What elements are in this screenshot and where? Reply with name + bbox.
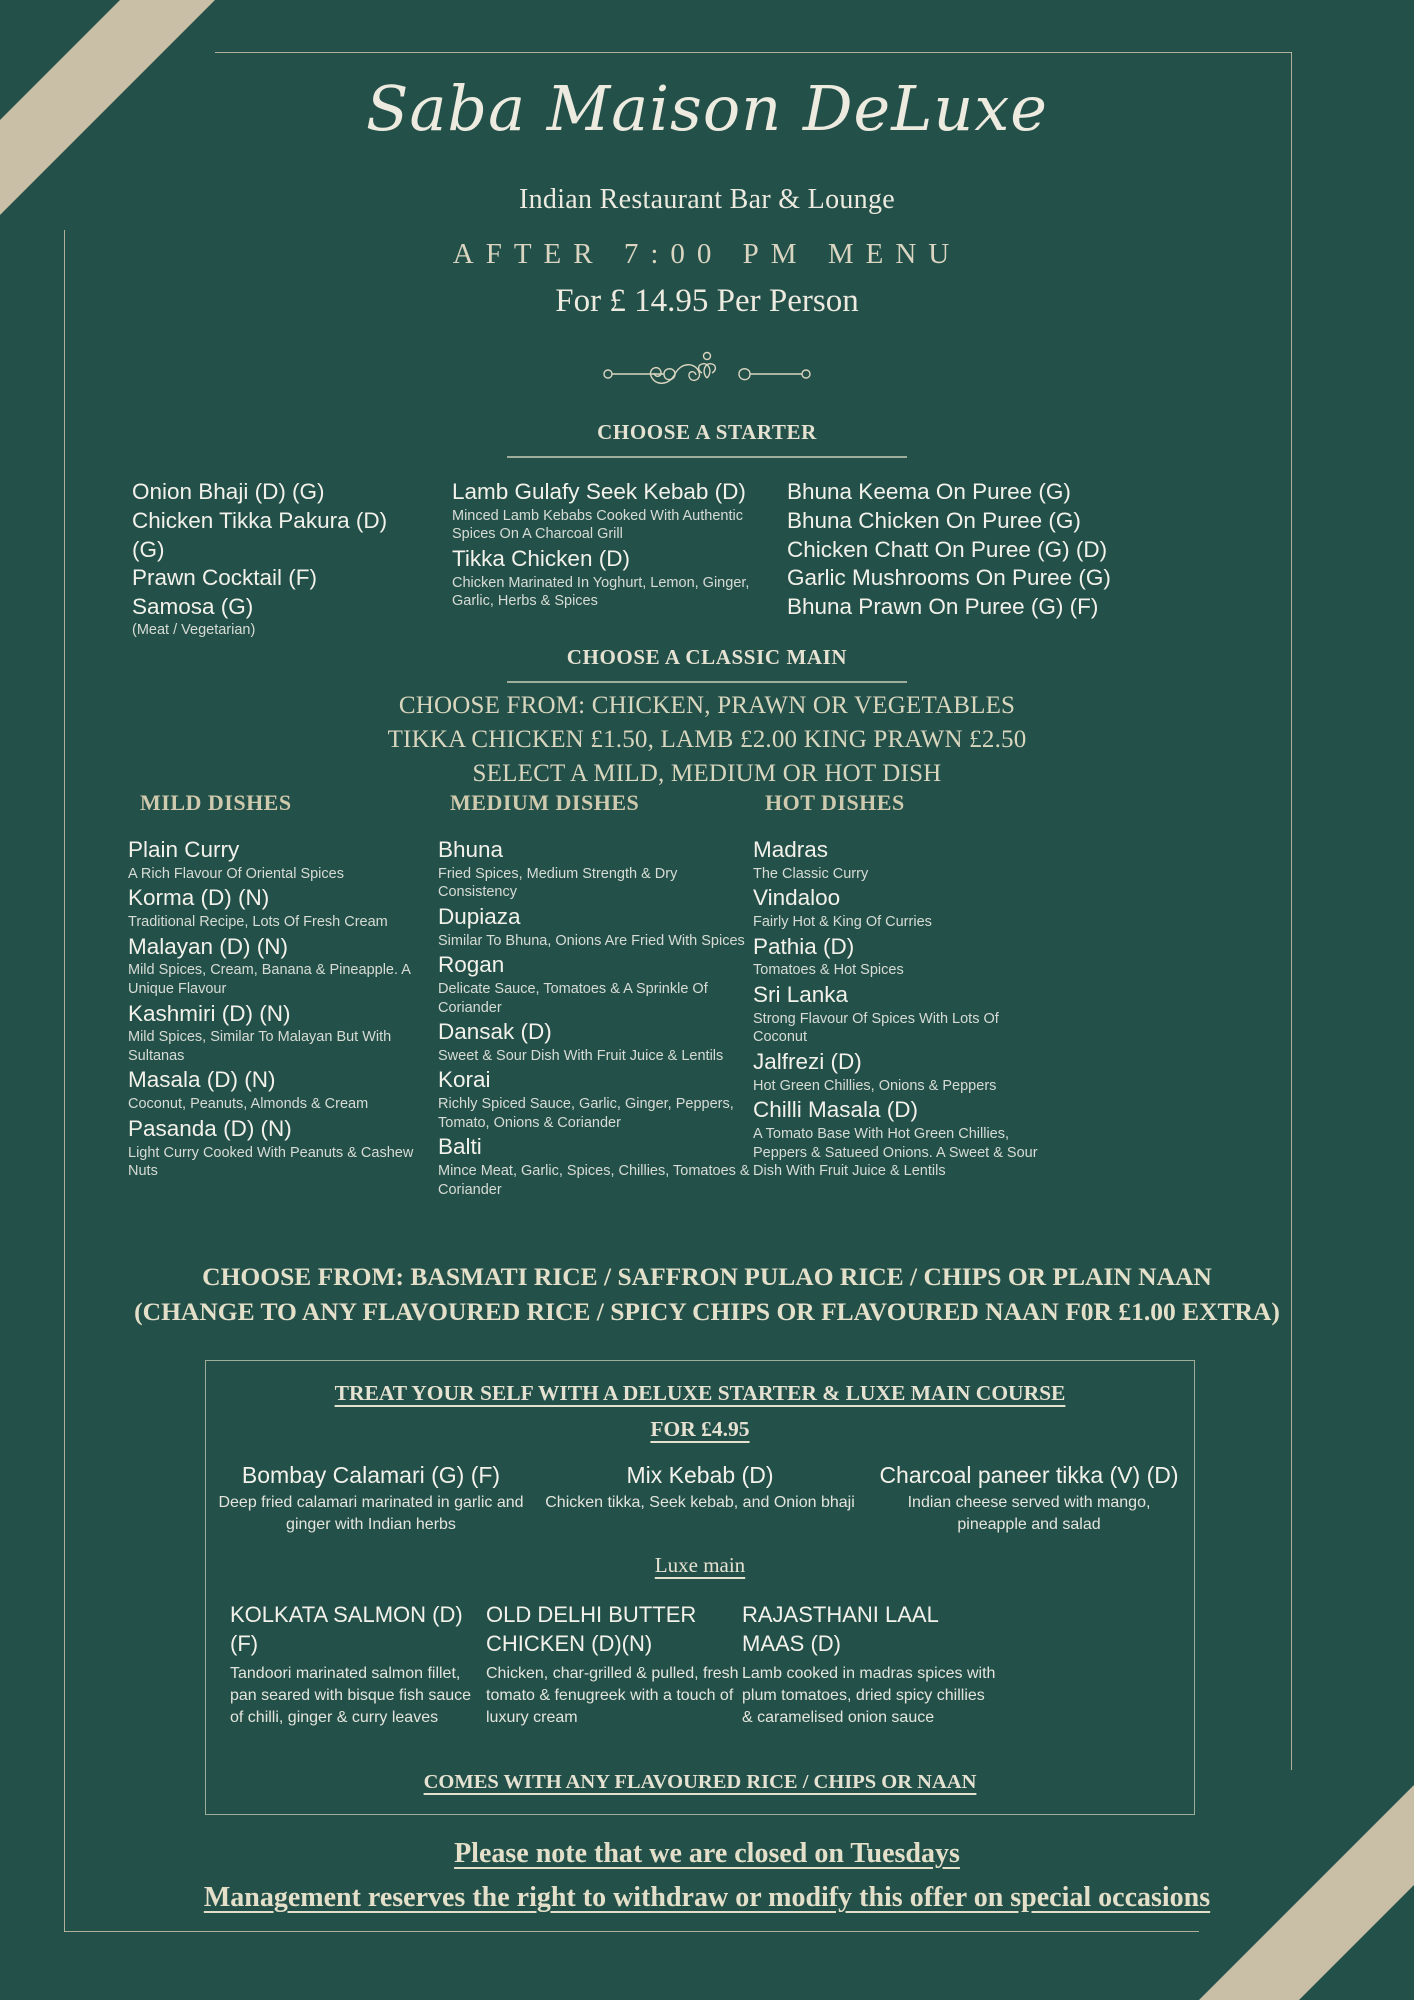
deluxe-starter-item [216, 1461, 526, 1535]
starter-section-header [0, 420, 1414, 458]
dish-name: Sri Lanka [753, 982, 849, 1008]
starter-item-name: Chicken Tikka Pakura (D) (G) [132, 507, 388, 562]
hot-dishes-title: HOT DISHES [765, 790, 905, 815]
dish-name: Bhuna [438, 837, 504, 862]
menu-time-heading: AFTER 7:00 PM MENU [452, 238, 962, 270]
dish-desc: Fried Spices, Medium Strength & Dry Consistency [438, 865, 678, 901]
dish-desc: Light Curry Cooked With Peanuts & Cashew Nuts [128, 1144, 414, 1180]
luxe-main-name: OLD DELHI BUTTER CHICKEN (D)(N) [486, 1602, 697, 1656]
luxe-main-item [486, 1601, 742, 1729]
dish-name: Dansak (D) [438, 1019, 552, 1045]
starter-item-name: Tikka Chicken (D) [452, 545, 630, 571]
dish-desc: The Classic Curry [753, 865, 869, 882]
dish-name: Vindaloo [753, 885, 841, 911]
dish-desc: Similar To Bhuna, Onions Are Fried With Spices [438, 932, 745, 949]
deluxe-starter-name: Charcoal paneer tikka (V) (D) [879, 1462, 1179, 1488]
luxe-main-item [230, 1601, 486, 1729]
starter-item-name: Chicken Chatt On Puree (G) (D) [787, 536, 1108, 562]
deluxe-starter-desc: Chicken tikka, Seek kebab, and Onion bhaji [545, 1494, 855, 1512]
main-heading-rule [507, 681, 907, 683]
starter-item-name: Bhuna Chicken On Puree (G) [787, 507, 1081, 533]
starter-item-name: Lamb Gulafy Seek Kebab (D) [452, 479, 746, 504]
starter-item-name: Prawn Cocktail (F) [132, 565, 318, 591]
dish-name: Chilli Masala (D) [753, 1097, 919, 1123]
main-heading-text: CHOOSE A CLASSIC MAIN [566, 645, 848, 669]
dish-desc: Fairly Hot & King Of Curries [753, 914, 932, 931]
dish-desc: Delicate Sauce, Tomatoes & A Sprinkle Of Coriander [438, 981, 708, 1016]
mild-dishes-column [128, 790, 438, 1200]
medium-dishes-title: MEDIUM DISHES [450, 790, 640, 815]
deluxe-comes-with: COMES WITH ANY FLAVOURED RICE / CHIPS OR NAAN [423, 1771, 977, 1793]
luxe-main-name: KOLKATA SALMON (D) (F) [230, 1602, 463, 1656]
footer-note-management: Management reserves the right to withdraw or modify this offer on special occasions [203, 1882, 1211, 1913]
frame-rule-bottom [64, 1931, 1199, 1932]
starter-heading-text: CHOOSE A STARTER [597, 420, 817, 444]
starter-item-name: Samosa (G) [132, 594, 254, 620]
dish-desc: Mild Spices, Cream, Banana & Pineapple. A Unique Flavour [128, 962, 411, 998]
mild-dishes-title: MILD DISHES [140, 790, 292, 815]
hot-dishes-column [753, 790, 1053, 1200]
deluxe-starter-row [216, 1461, 1184, 1535]
dish-desc: Sweet & Sour Dish With Fruit Juice & Lentils [438, 1047, 724, 1064]
dish-name: Rogan [438, 952, 505, 978]
main-select-heat-line: SELECT A MILD, MEDIUM OR HOT DISH [472, 760, 942, 787]
dish-desc: Tomatoes & Hot Spices [753, 962, 904, 979]
starter-item-name: Bhuna Prawn On Puree (G) (F) [787, 594, 1099, 620]
dish-name: Pasanda (D) (N) [128, 1115, 292, 1141]
deluxe-upgrade-box [205, 1360, 1195, 1815]
dish-name: Plain Curry [128, 837, 240, 862]
starter-item-desc: Chicken Marinated In Yoghurt, Lemon, Ginger, Garlic, Herbs & Spices [452, 574, 750, 610]
dish-desc: Richly Spiced Sauce, Garlic, Ginger, Peppers, Tomato, Onions & Coriander [438, 1096, 734, 1131]
starter-item-name: Garlic Mushrooms On Puree (G) [787, 565, 1111, 591]
dish-name: Korma (D) (N) [128, 885, 270, 911]
dish-desc: Hot Green Chillies, Onions & Peppers [753, 1077, 997, 1094]
starter-heading-rule [507, 456, 907, 458]
dish-name: Pathia (D) [753, 933, 855, 959]
dish-desc: A Rich Flavour Of Oriental Spices [128, 865, 344, 882]
menu-price-heading: For £ 14.95 Per Person [555, 283, 859, 319]
deluxe-starter-desc: Deep fried calamari marinated in garlic and ginger with Indian herbs [218, 1494, 524, 1533]
dish-desc: Coconut, Peanuts, Almonds & Cream [128, 1096, 369, 1113]
dish-columns [128, 790, 1314, 1200]
dish-name: Jalfrezi (D) [753, 1048, 862, 1074]
starter-item-name: Onion Bhaji (D) (G) [132, 479, 325, 504]
dish-desc: Traditional Recipe, Lots Of Fresh Cream [128, 914, 388, 931]
deluxe-starter-desc: Indian cheese served with mango, pineapple and salad [907, 1494, 1151, 1533]
restaurant-tagline: Indian Restaurant Bar & Lounge [518, 184, 895, 215]
frame-rule-left [64, 230, 65, 1932]
dish-desc: A Tomato Base With Hot Green Chillies, Peppers & Satueed Onions. A Sweet & Sour Dish With Fruit Juice & Lentils [753, 1126, 1038, 1180]
rice-options-line-2: (CHANGE TO ANY FLAVOURED RICE / SPICY CHIPS OR FLAVOURED NAAN F0R £1.00 EXTRA) [134, 1297, 1280, 1326]
dish-name: Balti [438, 1134, 482, 1160]
dish-name: Kashmiri (D) (N) [128, 1000, 291, 1026]
starter-column-1 [132, 478, 422, 638]
deluxe-starter-name: Bombay Calamari (G) (F) [241, 1462, 501, 1488]
main-choose-from-line: CHOOSE FROM: CHICKEN, PRAWN OR VEGETABLES [398, 692, 1016, 719]
dish-desc: Strong Flavour Of Spices With Lots Of Coconut [753, 1010, 999, 1046]
deluxe-starter-item [874, 1461, 1184, 1535]
luxe-main-desc: Chicken, char-grilled & pulled, fresh tomato & fenugreek with a touch of luxury cream [486, 1665, 739, 1727]
dish-name: Malayan (D) (N) [128, 933, 289, 959]
luxe-main-row [230, 1601, 1170, 1729]
main-supplement-line: TIKKA CHICKEN £1.50, LAMB £2.00 KING PRAWN £2.50 [387, 726, 1027, 753]
starter-column-3 [787, 478, 1147, 638]
starter-item-desc: (Meat / Vegetarian) [132, 621, 256, 638]
rice-options-line-1: CHOOSE FROM: BASMATI RICE / SAFFRON PULAO RICE / CHIPS OR PLAIN NAAN [202, 1262, 1212, 1291]
dish-name: Dupiaza [438, 903, 521, 929]
luxe-main-desc: Lamb cooked in madras spices with plum tomatoes, dried spicy chillies & caramelised onion sauce [742, 1665, 996, 1727]
deluxe-title: TREAT YOUR SELF WITH A DELUXE STARTER & LUXE MAIN COURSE [334, 1381, 1066, 1405]
main-section-header [0, 645, 1414, 683]
medium-dishes-column [438, 790, 753, 1200]
dish-desc: Mild Spices, Similar To Malayan But With Sultanas [128, 1029, 392, 1064]
luxe-main-item [742, 1601, 998, 1729]
footer-note-closed-tuesdays: Please note that we are closed on Tuesdays [454, 1838, 960, 1869]
starter-column-2 [452, 478, 752, 638]
luxe-main-name: RAJASTHANI LAAL MAAS (D) [742, 1602, 939, 1656]
starter-item-name: Bhuna Keema On Puree (G) [787, 479, 1071, 504]
deluxe-starter-name: Mix Kebab (D) [626, 1462, 774, 1488]
deluxe-price: FOR £4.95 [650, 1417, 750, 1441]
luxe-main-desc: Tandoori marinated salmon fillet, pan seared with bisque fish sauce of chilli, ginger & curry leaves [230, 1665, 472, 1727]
dish-name: Madras [753, 837, 829, 862]
luxe-main-label: Luxe main [654, 1553, 746, 1577]
starter-columns [132, 478, 1294, 638]
restaurant-brand-title: Saba Maison DeLuxe [365, 72, 1049, 145]
ornament-divider [0, 348, 1414, 393]
dish-desc: Mince Meat, Garlic, Spices, Chillies, Tomatoes & Coriander [438, 1163, 750, 1198]
deluxe-starter-item [545, 1461, 855, 1535]
dish-name: Korai [438, 1067, 491, 1093]
frame-rule-top [215, 52, 1292, 53]
dish-name: Masala (D) (N) [128, 1067, 276, 1093]
starter-item-desc: Minced Lamb Kebabs Cooked With Authentic Spices On A Charcoal Grill [452, 507, 743, 543]
